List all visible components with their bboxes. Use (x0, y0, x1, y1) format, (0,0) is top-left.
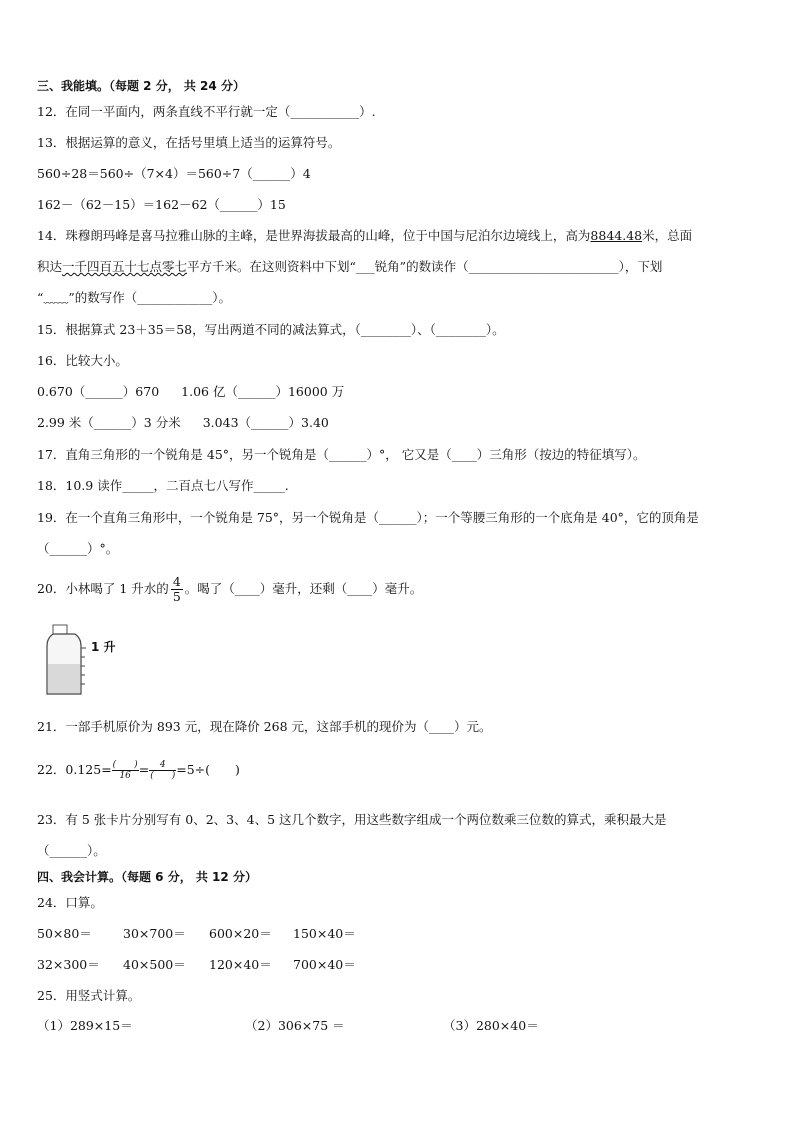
question-24: 24．口算。 (37, 895, 103, 910)
q24-item: 40×500＝ (123, 957, 186, 972)
q24-item: 50×80＝ (37, 926, 92, 941)
q22-fraction-2 (149, 760, 176, 781)
question-13: 13．根据运算的意义，在括号里填上适当的运算符号。 (37, 135, 341, 150)
question-20 (37, 572, 422, 606)
section-title-3: 三、我能填。（每题 2 分， 共 24 分） (37, 79, 245, 93)
question-16: 16．比较大小。 (37, 353, 128, 368)
q14-wavy-mark: ﹏﹏ (43, 290, 69, 305)
question-14-line-2 (37, 259, 662, 275)
q14-text-a: 14．珠穆朗玛峰是喜马拉雅山脉的主峰，是世界海拔最高的山峰，位于中国与尼泊尔边境线上，高为 (37, 228, 591, 243)
q24-item: 600×20＝ (209, 926, 272, 941)
question-21: 21．一部手机原价为 893 元，现在降价 268 元，这部手机的现价为（____）元。 (37, 719, 492, 734)
question-14-line-1 (37, 228, 692, 244)
q24-item: 120×40＝ (209, 957, 272, 972)
question-23-line-1: 23．有 5 张卡片分别写有 0、2、3、4、5 这几个数字，用这些数字组成一个两位数乘三位数的算式，乘积最大是 (37, 812, 667, 827)
question-23-line-2: （______）。 (37, 843, 106, 858)
q14-area-value: 一千四百五十七点零七 (62, 259, 188, 274)
q14-text-f: ”的数写作（____________）。 (68, 290, 232, 305)
question-24-row-2 (37, 957, 356, 973)
q22-f1-numerator: ( ) (112, 760, 138, 770)
q22-equals: = (138, 762, 150, 777)
q24-item: 32×300＝ (37, 957, 100, 972)
q25-item: （2）306×75 ＝ (245, 1018, 345, 1033)
q16-compare-d: 3.043（______）3.40 (202, 415, 329, 430)
question-19-line-2: （______）°。 (37, 541, 119, 556)
q20-text-b: 。喝了（____）毫升，还剩（____）毫升。 (184, 581, 423, 596)
question-18: 18．10.9 读作_____，二百点七八写作_____. (37, 478, 289, 493)
bottle-label: 1 升 (91, 640, 116, 654)
question-13-line-2: 162－（62－15）＝162－62（______）15 (37, 197, 286, 212)
question-14-line-3 (37, 290, 231, 306)
q16-compare-c: 2.99 米（______）3 分米 (37, 415, 181, 430)
question-22 (37, 758, 240, 782)
q25-item: （3）280×40＝ (443, 1018, 539, 1033)
section-title-4: 四、我会计算。（每题 6 分， 共 12 分） (37, 870, 257, 884)
question-24-row-1 (37, 926, 356, 942)
q24-item: 150×40＝ (293, 926, 356, 941)
q14-text-b: 米，总面 (642, 228, 693, 243)
q22-f2-numerator: 4 (149, 760, 176, 771)
question-16-row-2 (37, 415, 329, 431)
q20-fraction-denominator: 5 (172, 589, 181, 604)
q14-height-value: 8844.48 (590, 228, 643, 243)
q24-item: 30×700＝ (123, 926, 186, 941)
q25-item: （1）289×15＝ (37, 1018, 133, 1033)
q16-compare-b: 1.06 亿（______）16000 万 (181, 384, 345, 399)
question-25: 25．用竖式计算。 (37, 988, 141, 1003)
q22-f1-denominator: 16 (119, 771, 131, 781)
question-12: 12．在同一平面内，两条直线不平行就一定（___________）. (37, 104, 376, 119)
question-13-line-1: 560÷28＝560÷（7×4）＝560÷7（______）4 (37, 166, 311, 181)
q14-text-c: 积达 (37, 259, 63, 274)
question-15: 15．根据算式 23＋35＝58，写出两道不同的减法算式，（________）、（________）。 (37, 322, 505, 337)
measuring-bottle-figure (44, 624, 124, 696)
q20-text-a: 20．小林喝了 1 升水的 (37, 581, 169, 596)
q22-text-b: =5÷( ) (176, 762, 240, 777)
q24-item: 700×40＝ (293, 957, 356, 972)
q14-text-e: “ (37, 290, 44, 305)
measuring-bottle-icon (44, 624, 124, 696)
question-16-row-1 (37, 384, 344, 400)
q22-fraction-1 (112, 760, 139, 781)
q20-fraction (171, 575, 183, 604)
question-25-items (37, 1018, 539, 1034)
question-17: 17．直角三角形的一个锐角是 45°，另一个锐角是（______）°， 它又是（____）三角形（按边的特征填写）。 (37, 447, 646, 462)
q20-fraction-numerator: 4 (172, 574, 181, 589)
question-19-line-1: 19．在一个直角三角形中，一个锐角是 75°，另一个锐角是（______）；一个等腰三角形的一个底角是 40°，它的顶角是 (37, 510, 699, 525)
q22-f2-denominator: ( ) (150, 771, 176, 781)
q16-compare-a: 0.670（______）670 (37, 384, 160, 399)
q22-text-a: 22．0.125= (37, 762, 112, 777)
q14-text-d: 平方千米。在这则资料中下划“___锐角”的数读作（________________________），下划 (187, 259, 663, 274)
